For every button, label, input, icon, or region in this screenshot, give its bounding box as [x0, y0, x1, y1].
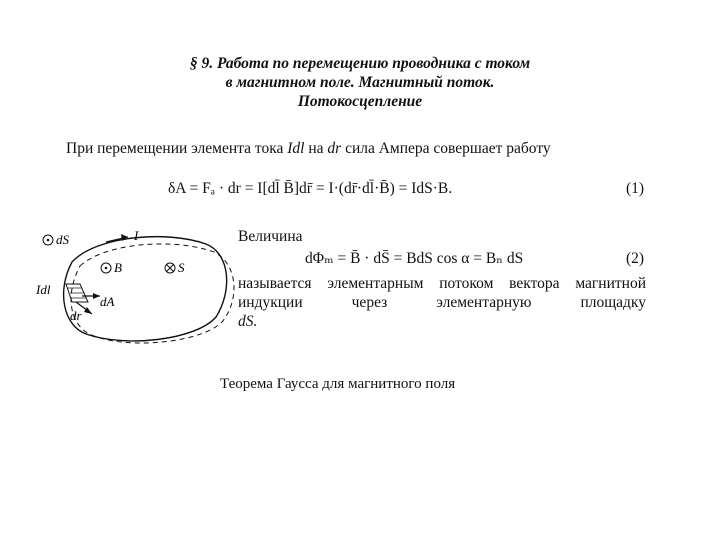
label-dA: dA [100, 294, 115, 309]
label-B: B [114, 260, 122, 275]
current-loop-figure [36, 222, 236, 352]
intro-var-dr: dr [327, 140, 342, 157]
label-dS: dS [56, 232, 69, 247]
heading-line-1: § 9. Работа по перемещению проводника с током [189, 55, 531, 72]
heading-line-2: в магнитном поле. Магнитный поток. [225, 74, 495, 91]
intro-text-mid: на [304, 140, 328, 157]
loop-solid-contour [64, 237, 227, 341]
flux-description: называется элементарным потоком вектора магнитной индукции через элементарную площадку [238, 275, 646, 311]
heading-line-3: Потокосцепление [297, 93, 423, 110]
intro-text-after: сила Ампера совершает работу [341, 140, 551, 157]
label-dr: dr [70, 308, 82, 323]
label-I: I [134, 228, 139, 243]
equation-1-number: (1) [626, 180, 645, 197]
intro-paragraph [66, 140, 650, 158]
flux-description-end: dS. [238, 313, 258, 330]
intro-var-idl: Idl [287, 140, 305, 157]
label-velichina: Величина [238, 228, 303, 245]
equation-1: δA = Fₐ · dr = I[dl̄ B̄]dr̄ = I·(dr̄·dl̄·B̄) = IdS·B. [168, 180, 453, 197]
label-S: S [178, 260, 185, 275]
label-Idl: Idl [36, 282, 51, 297]
equation-2-number: (2) [626, 250, 645, 267]
intro-text-before: При перемещении элемента тока [66, 140, 288, 157]
gauss-theorem-title: Теорема Гаусса для магнитного поля [220, 376, 456, 392]
loop-dashed-contour [71, 244, 234, 343]
equation-2: dΦₘ = B̄ · dS̄ = BdS cos α = Bₙ dS [305, 250, 524, 267]
